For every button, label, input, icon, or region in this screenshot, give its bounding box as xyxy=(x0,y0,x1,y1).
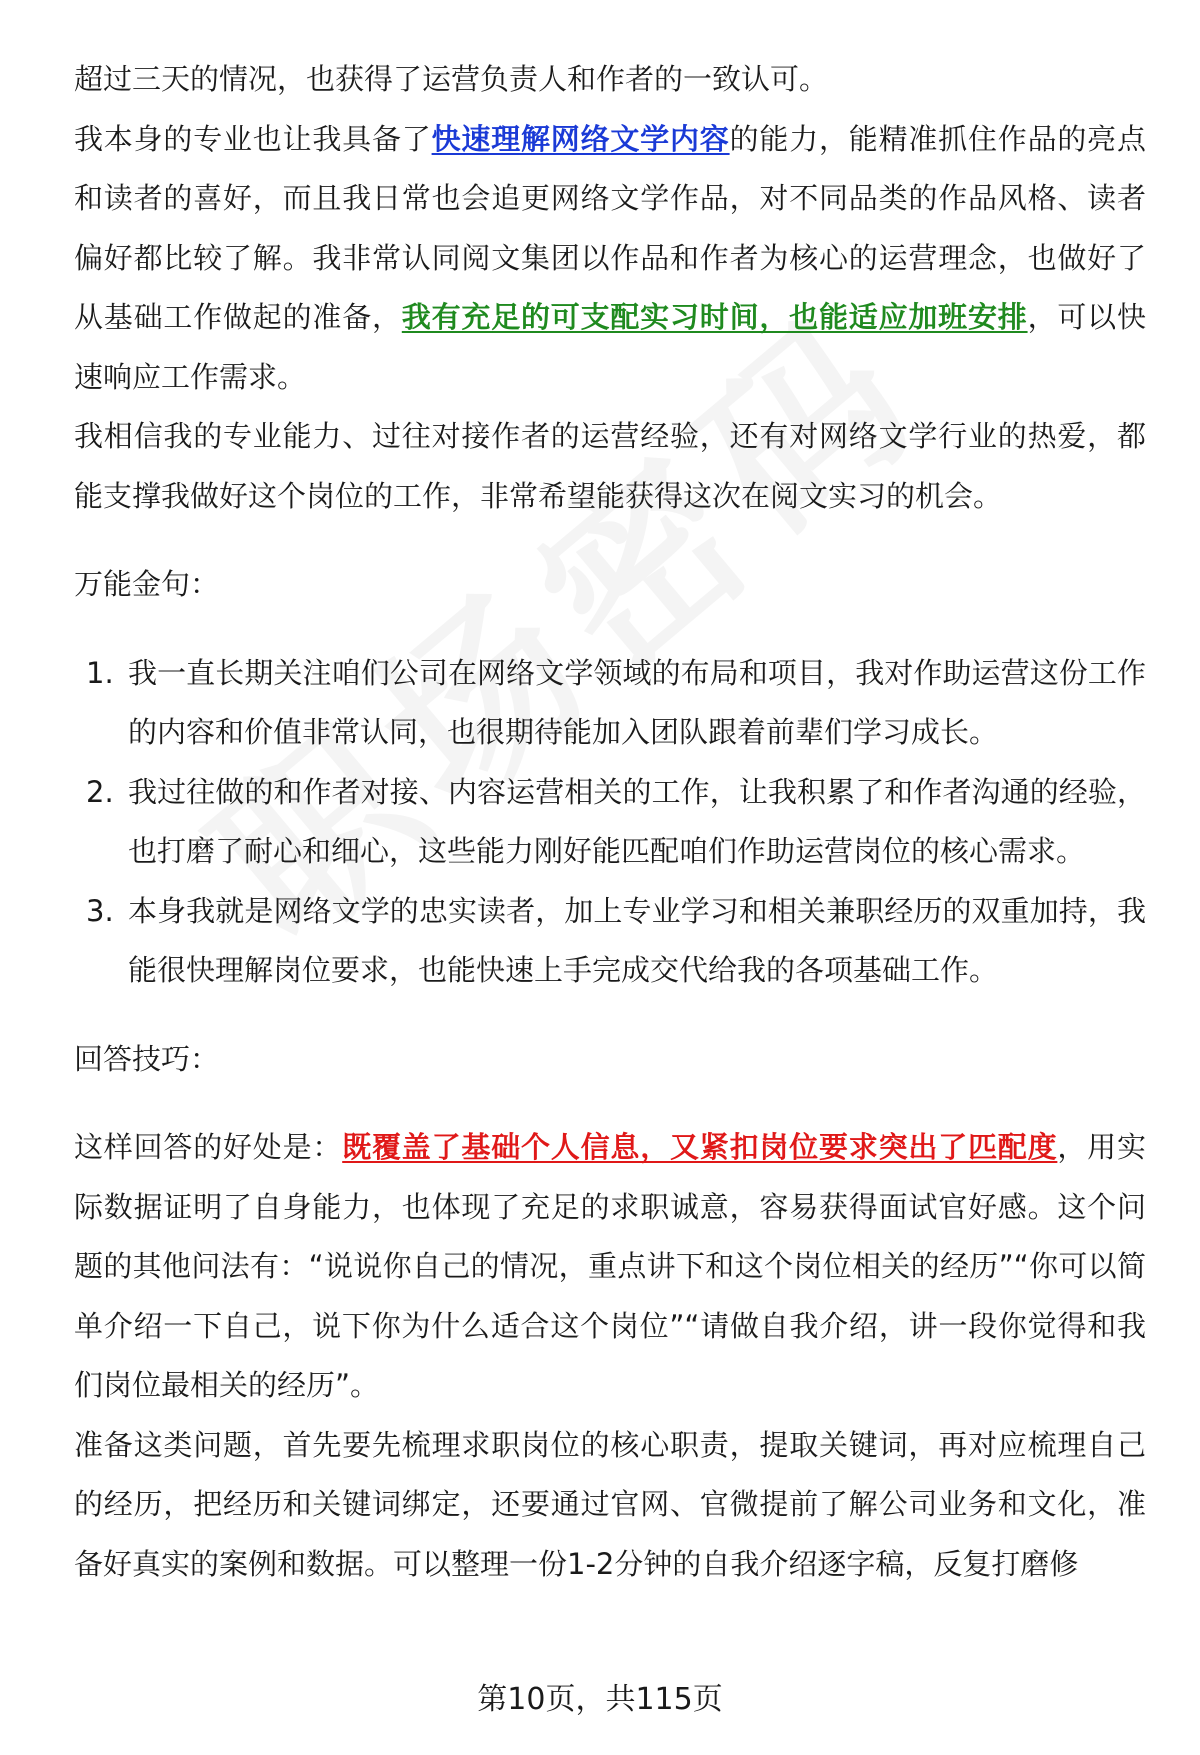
document-page xyxy=(74,50,1146,1594)
paragraph-text: ，可以快速响应工作需求。 xyxy=(74,300,1146,394)
golden-sentences-section xyxy=(74,555,1146,1001)
paragraph-text: 这样回答的好处是： xyxy=(74,1130,343,1164)
list-item xyxy=(74,763,1146,882)
list-item-text: 我过往做的和作者对接、内容运营相关的工作，让我积累了和作者沟通的经验，也打磨了耐心和细心，这些能力刚好能匹配咱们作助运营岗位的核心需求。 xyxy=(128,774,1146,868)
list-number: 3. xyxy=(86,893,114,928)
paragraph xyxy=(74,407,1146,526)
tips-section xyxy=(74,1030,1146,1595)
paragraph xyxy=(74,110,1146,408)
page-number-label: 第10页，共115页 xyxy=(477,1682,723,1717)
list-item xyxy=(74,644,1146,763)
paragraph xyxy=(74,50,1146,110)
paragraph xyxy=(74,1416,1146,1595)
list-item xyxy=(74,882,1146,1001)
paragraph-text: ，用实际数据证明了自身能力，也体现了充足的求职诚意，容易获得面试官好感。这个问题的其他问法有：“说说你自己的情况，重点讲下和这个岗位相关的经历”“你可以简单介绍一下自己，说下你为什么适合这个岗位”“请做自我介绍，讲一段你觉得和我们岗位最相关的经历”。 xyxy=(74,1130,1146,1402)
section-heading: 万能金句： xyxy=(74,567,220,601)
intro-section xyxy=(74,50,1146,526)
paragraph-text: 我本身的专业也让我具备了 xyxy=(74,121,432,156)
paragraph xyxy=(74,1118,1146,1416)
section-heading: 回答技巧： xyxy=(74,1041,220,1076)
paragraph-text: 准备这类问题，首先要先梳理求职岗位的核心职责，提取关键词，再对应梳理自己的经历，把经历和关键词绑定，还要通过官网、官微提前了解公司业务和文化，准备好真实的案例和数据。可以整理一份1-2分钟的自我介绍逐字稿，反复打磨修 xyxy=(74,1427,1146,1581)
list-item-text: 本身我就是网络文学的忠实读者，加上专业学习和相关兼职经历的双重加持，我能很快理解岗位要求，也能快速上手完成交代给我的各项基础工作。 xyxy=(128,893,1146,987)
list-number: 2. xyxy=(86,774,114,809)
paragraph-text: 我相信我的专业能力、过往对接作者的运营经验，还有对网络文学行业的热爱，都能支撑我做好这个岗位的工作，非常希望能获得这次在阅文实习的机会。 xyxy=(74,419,1146,513)
page-footer xyxy=(0,1680,1200,1720)
highlight-blue: 快速理解网络文学内容 xyxy=(431,121,730,156)
highlight-red: 既覆盖了基础个人信息，又紧扣岗位要求突出了匹配度 xyxy=(342,1130,1058,1164)
paragraph-text: 超过三天的情况，也获得了运营负责人和作者的一致认可。 xyxy=(74,62,829,96)
list-item-text: 我一直长期关注咱们公司在网络文学领域的布局和项目，我对作助运营这份工作的内容和价值非常认同，也很期待能加入团队跟着前辈们学习成长。 xyxy=(128,655,1146,749)
highlight-green: 我有充足的可支配实习时间，也能适应加班安排 xyxy=(401,300,1028,334)
list-number: 1. xyxy=(86,655,114,690)
paragraph-text: 的能力，能精准抓住作品的亮点和读者的喜好，而且我日常也会追更网络文学作品，对不同品类的作品风格、读者偏好都比较了解。我非常认同阅文集团以作品和作者为核心的运营理念，也做好了从基础工作做起的准备， xyxy=(74,121,1146,334)
golden-sentences-list xyxy=(74,644,1146,1001)
